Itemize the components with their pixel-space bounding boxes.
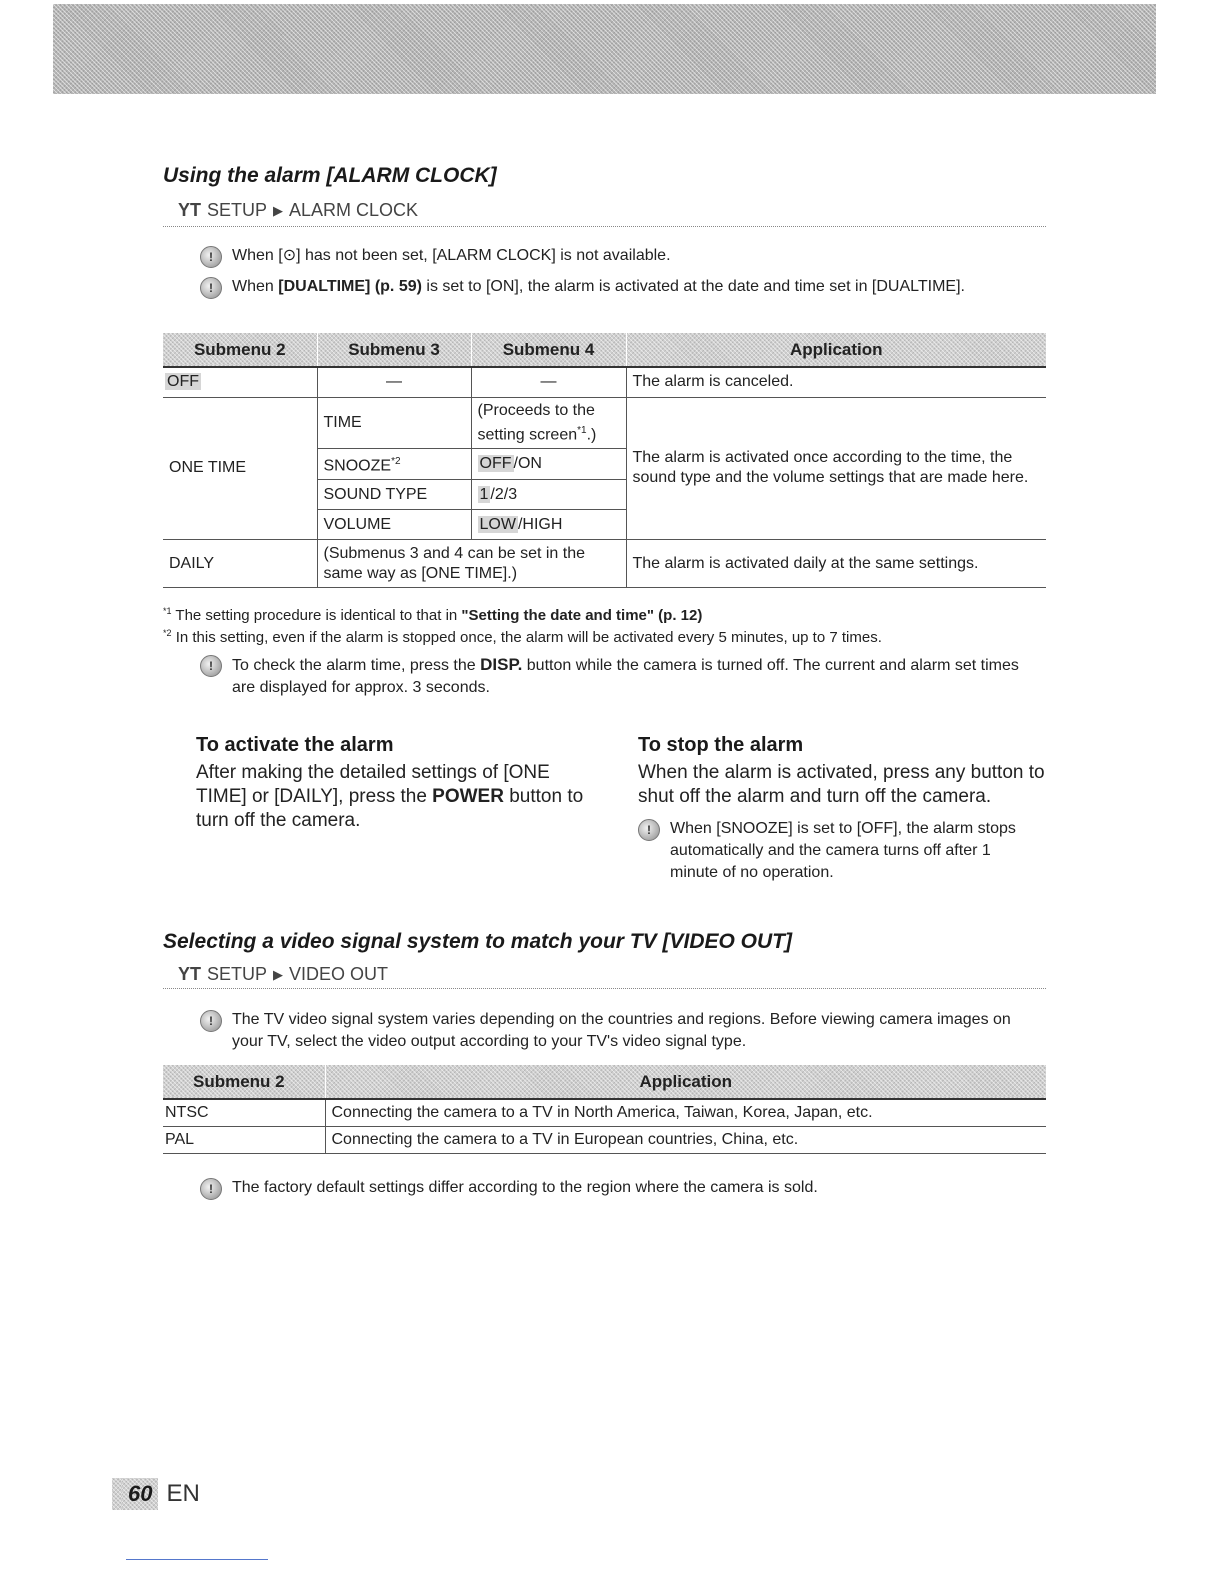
table-row: [163, 540, 1046, 588]
footnote-1: $^{*1}$ The setting procedure is identical to that in "Setting the date and time" (p. 12): [163, 606, 703, 624]
row-volume-value: LOW /HIGH: [471, 510, 626, 540]
header-submenu-4: Submenu 4: [471, 333, 626, 367]
video-section-title: Selecting a video signal system to match your TV [VIDEO OUT]: [163, 930, 792, 953]
table-row: [163, 1099, 1046, 1127]
stop-alarm-text: When the alarm is activated, press any button to shut off the alarm and turn off the camera.: [638, 762, 1045, 807]
arrow-right-icon: ▶: [273, 966, 284, 982]
video-note: ! The TV video signal system varies depending on the countries and regions. Before viewing camera images on your TV, select the video output according to your TV's video signal type.: [200, 1009, 1030, 1053]
table-row: [163, 367, 1046, 397]
table-row: [163, 397, 1046, 448]
snooze-note: ! When [SNOOZE] is set to [OFF], the alarm stops automatically and the camera turns off after 1 minute of no operation.: [638, 818, 1038, 884]
note-icon: !: [200, 1010, 222, 1032]
row-one-time-label: ONE TIME: [163, 397, 317, 540]
menu-path-root: SETUP: [207, 964, 268, 984]
alarm-note-clock: ! When [⊙] has not been set, [ALARM CLOCK] is not available.: [200, 245, 1000, 268]
menu-path-item: VIDEO OUT: [289, 964, 389, 984]
row-sound-value: 1 /2/3: [471, 480, 626, 510]
row-snooze-value: OFF /ON: [471, 448, 626, 479]
row-one-time-application: The alarm is activated once according to the time, the sound type and the volume settings that are made here.: [626, 397, 1046, 540]
note-icon: !: [200, 1178, 222, 1200]
activate-alarm-title: To activate the alarm: [196, 734, 394, 756]
alarm-table: [163, 333, 1046, 588]
factory-default-note: ! The factory default settings differ according to the region where the camera is sold.: [200, 1177, 1030, 1200]
header-application: Application: [789, 339, 883, 359]
row-off-label: OFF: [167, 373, 199, 391]
activate-alarm-text: After making the detailed settings of [ONE TIME] or [DAILY], press the POWER button to turn off the camera.: [196, 762, 584, 831]
alarm-note-dualtime: ! When [DUALTIME] (p. 59) is set to [ON], the alarm is activated at the date and time set in [DUALTIME].: [200, 276, 980, 299]
row-snooze-label: SNOOZE$^{*2}$: [317, 448, 471, 479]
language-label: EN: [166, 1480, 200, 1507]
page-number: 60: [122, 1478, 158, 1510]
header-submenu-2: Submenu 2: [163, 333, 317, 367]
row-off-dash: —: [317, 367, 471, 397]
row-off-dash: —: [471, 367, 626, 397]
stop-alarm-title: To stop the alarm: [638, 734, 804, 756]
row-ntsc-label: NTSC: [163, 1099, 325, 1127]
page-footer: [112, 1478, 200, 1510]
alarm-section-title: Using the alarm [ALARM CLOCK]: [163, 164, 497, 187]
menu-path-item: ALARM CLOCK: [289, 200, 419, 220]
note-icon: !: [200, 246, 222, 268]
row-sound-label: SOUND TYPE: [317, 480, 471, 510]
header-submenu-3: Submenu 3: [317, 333, 471, 367]
alarm-table-header: [163, 333, 1046, 367]
row-volume-label: VOLUME: [317, 510, 471, 540]
setup-icon: YT: [178, 200, 202, 220]
alarm-menu-path: [178, 200, 418, 221]
footnote-2: $^{*2}$ In this setting, even if the alarm is stopped once, the alarm will be activated every 5 minutes, up to 7 times.: [163, 628, 882, 646]
header-submenu-2: Submenu 2: [163, 1065, 325, 1099]
video-table-header: [163, 1065, 1046, 1099]
row-daily-label: DAILY: [163, 540, 317, 588]
clock-icon: ⊙: [282, 247, 297, 264]
note-icon: !: [200, 655, 222, 677]
header-application: Application: [639, 1071, 733, 1091]
video-menu-path: [178, 964, 388, 985]
disp-note: ! To check the alarm time, press the DISP. button while the camera is turned off. The current and alarm set times are displayed for approx. 3 seconds.: [200, 654, 1020, 699]
setup-icon: YT: [178, 964, 202, 984]
row-off-application: The alarm is canceled.: [632, 373, 794, 391]
menu-path-root: SETUP: [207, 200, 268, 220]
row-ntsc-application: Connecting the camera to a TV in North America, Taiwan, Korea, Japan, etc.: [331, 1104, 873, 1121]
header-band: [53, 4, 1156, 94]
table-row: [163, 1127, 1046, 1154]
note-icon: !: [200, 277, 222, 299]
video-table: [163, 1065, 1046, 1154]
row-pal-application: Connecting the camera to a TV in European countries, China, etc.: [331, 1131, 799, 1148]
row-daily-application: The alarm is activated daily at the same settings.: [632, 554, 979, 572]
row-daily-value: (Submenus 3 and 4 can be set in the same way as [ONE TIME].): [317, 540, 626, 588]
footer-rule: [126, 1559, 268, 1560]
note-icon: !: [638, 819, 660, 841]
row-time-label: TIME: [317, 397, 471, 448]
arrow-right-icon: ▶: [273, 202, 284, 218]
row-pal-label: PAL: [163, 1127, 325, 1154]
row-time-value: (Proceeds to the setting screen$^{*1}$.): [471, 397, 626, 448]
